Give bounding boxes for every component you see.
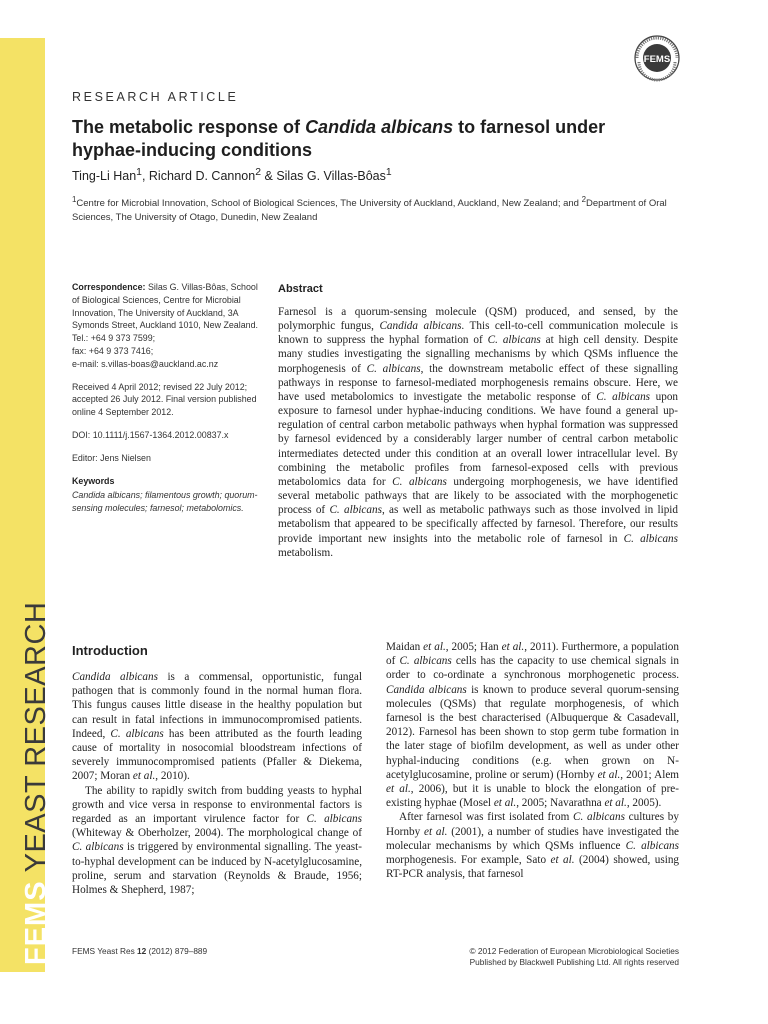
author-affil-mark: 1 (385, 167, 392, 178)
body-text: After farnesol was first isolated from (399, 811, 574, 824)
abstract-species: C. albicans (366, 362, 421, 375)
author-list (72, 167, 392, 183)
fems-seal-logo (633, 34, 681, 82)
body-italic: et al. (386, 783, 411, 796)
abstract-species: C. albicans (596, 390, 651, 403)
body-italic: et al. (604, 797, 627, 810)
body-italic: et al. (424, 825, 448, 838)
body-text: , 2010). (155, 770, 190, 783)
keywords-heading: Keywords (72, 475, 115, 486)
body-paragraph (72, 670, 362, 784)
article-title (72, 116, 672, 162)
body-paragraph (386, 640, 679, 810)
abstract-part: Farnesol is a quorum-sensing molecule (QSM) produced, and sensed, by the polymorphic fungus, (278, 306, 678, 333)
correspondence-text: Silas G. Villas-Bôas, School of Biological Sciences, Centre for Microbial Innovation, The University of Auckland, 3A Symonds Street, Auckland 1010, New Zealand. Tel.: +64 9 373 7599; (72, 282, 258, 344)
body-text: , 2005; Navarathna (516, 797, 605, 810)
keywords-label (72, 475, 262, 488)
keywords-text (72, 489, 262, 515)
author (276, 169, 391, 183)
body-text: , 2011). Furthermore, a population of (386, 641, 679, 668)
abstract-part: , the downstream metabolic effect of these signalling pathways in response to farnesol-mediated morphogenesis remains obscure. Here, we have used metabolomics to investigate the metabolic response of (278, 362, 678, 403)
title-part: The metabolic response of (72, 117, 306, 137)
editor: Editor: Jens Nielsen (72, 452, 151, 463)
body-text: The ability to rapidly switch from budding yeasts to hyphal growth and vice versa in response to environmental factors is regarded as an important virulence factor for (72, 784, 362, 826)
author-separator: & (261, 169, 277, 184)
author-name: Ting-Li Han (72, 169, 137, 184)
correspondence-fax: fax: +64 9 373 7416; (72, 345, 154, 356)
body-text: morphogenesis. For example, Sato (386, 854, 551, 867)
title-species: Candida albicans (305, 117, 454, 137)
body-italic: C. albicans (306, 813, 362, 826)
body-paragraph (72, 784, 362, 898)
abstract-part: , as well as metabolic pathways such as those involved in lipid metabolism that appeared to be specifically affected by farnesol. Therefore, our results provide important new insights into the metabolic role of farnesol in (278, 504, 679, 545)
body-italic: Candida albicans (386, 683, 467, 696)
body-italic: et al. (501, 641, 525, 653)
abstract-part: upon exposure to farnesol under hyphae-inducing conditions. We have found a general up-regulation of central carbon metabolic pathways when hyphal formation was suppressed by farnesol evidenced by a considerably larger number of central carbon metabolic intermediates detected under this condition at an overall lower intracellular level. By combining the metabolic profiles from farnesol-exposed cells with previous metabolomics data for (278, 390, 679, 488)
body-italic: et al. (493, 797, 517, 810)
copyright-line: © 2012 Federation of European Microbiological Societies (469, 946, 679, 956)
footer-pages: (2012) 879–889 (146, 946, 208, 956)
abstract-species: C. albicans (392, 475, 447, 488)
author-separator: , (141, 169, 149, 184)
author-affil-mark: 1 (136, 167, 142, 178)
body-column-left (72, 670, 362, 897)
correspondence-label: Correspondence: (72, 282, 146, 292)
journal-brand: FEMS (20, 880, 52, 965)
abstract-part: . This cell-to-cell communication molecule is known to suppress the hyphal formation of (278, 320, 678, 347)
footer-journal: FEMS Yeast Res (72, 946, 138, 956)
author-name: Silas G. Villas-Bôas (276, 169, 386, 184)
body-text: , 2005; Han (445, 641, 502, 653)
body-italic: C. albicans (573, 811, 625, 824)
body-text: is a commensal, opportunistic, fungal pathogen that is commonly found in the normal human flora. This fungus causes little disease in the healthy population but can result in fatal infections in immunocompromised patients. Indeed, (72, 671, 363, 740)
abstract-part: at high cell density. Despite many studies investigating the signalling mechanisms by which QSMs influence the morphogenesis of (278, 334, 679, 375)
body-text: has been attributed as the fourth leading cause of mortality in nosocomial bloodstream infections of severely immunocompromised patients (Pfaller & Diekema, 2007; Moran (72, 727, 362, 783)
body-text: (2004) showed, using RT-PCR analysis, that farnesol (386, 854, 680, 881)
seal-brand-text: FEMS (643, 54, 671, 65)
body-text: is triggered by environmental signalling. The yeast-to-hyphal development can be induced by N-acetylglucosamine, proline, serum and starvation (Reynolds & Braude, 1956; Holmes & Shepherd, 1987; (72, 841, 362, 897)
affil-mark: 2 (581, 195, 586, 204)
body-italic: et al. (597, 768, 621, 781)
body-text: Maidan (386, 641, 424, 653)
body-text: is known to produce several quorum-sensing molecules (QSMs) that regulate morphogenesis, of which farnesol is the best characterised (Albuquerque & Casadevall, 2012). Farnesol has been shown to stop germ tube formation in the later stage of biofilm development, as well as under other hyphal-inducing conditions (e.g. when grown on N-acetylglucosamine, proline or serum) (Hornby (386, 683, 680, 781)
abstract-heading: Abstract (278, 283, 323, 295)
author (72, 169, 149, 183)
body-italic: C. albicans (399, 655, 452, 668)
article-metadata (72, 281, 262, 525)
body-text: , 2006), but it is unable to block the elongation of pre-existing hyphae (Mosel (386, 783, 679, 810)
affiliation-1: Centre for Microbial Innovation, School of Biological Sciences, The University of Auckland, Auckland, New Zealand; and (76, 198, 582, 210)
body-italic: et al. (423, 641, 446, 653)
correspondence (72, 281, 262, 371)
title-part: to farnesol under hyphae-inducing conditions (72, 117, 606, 160)
correspondence-email: e-mail: s.villas-boas@auckland.ac.nz (72, 358, 219, 369)
article-type-label: RESEARCH ARTICLE (72, 90, 239, 104)
publisher-line: Published by Blackwell Publishing Ltd. All rights reserved (469, 957, 679, 967)
body-text: , 2005). (626, 797, 662, 810)
body-text: , 2001; Alem (620, 768, 679, 781)
body-italic: Candida albicans (72, 671, 158, 683)
abstract-species: C. albicans (487, 334, 541, 347)
abstract-species: Candida albicans (379, 320, 462, 333)
body-italic: C. albicans (625, 839, 679, 852)
footer-citation (72, 946, 207, 956)
abstract-part: undergoing morphogenesis, we have identified several metabolic pathways that are likely to be associated with the morphogenetic process of (278, 475, 678, 517)
author-name: Richard D. Cannon (148, 169, 256, 184)
doi: DOI: 10.1111/j.1567-1364.2012.00837.x (72, 429, 229, 440)
body-text: (Whiteway & Oberholzer, 2004). The morphological change of (72, 827, 362, 840)
body-column-right (386, 640, 679, 881)
abstract-species: C. albicans (623, 532, 678, 545)
abstract-part: metabolism. (278, 546, 333, 559)
body-italic: et al. (550, 854, 575, 867)
body-text: (2001), a number of studies have investigated the molecular mechanisms by which QSMs influence (386, 825, 680, 852)
body-italic: C. albicans (110, 727, 164, 740)
affiliation-2: Department of Oral Sciences, The University of Otago, Dunedin, New Zealand (72, 198, 667, 224)
affiliations (72, 193, 682, 225)
journal-sidebar-title (22, 602, 51, 965)
abstract-text (278, 305, 678, 560)
body-italic: et al. (132, 770, 156, 783)
author-affil-mark: 2 (255, 167, 262, 178)
footer-copyright (450, 946, 679, 968)
body-text: cultures by Hornby (386, 811, 679, 838)
keywords-list: Candida albicans; filamentous growth; quorum-sensing molecules; farnesol; metabolomics. (72, 490, 258, 514)
affil-mark: 1 (72, 195, 77, 204)
author (149, 169, 276, 183)
introduction-heading: Introduction (72, 643, 148, 658)
abstract-species: C. albicans (329, 504, 382, 517)
body-text: cells has the capacity to use chemical signals in order to co-ordinate a synchronous morphogenetic process. (386, 655, 679, 682)
footer-volume: 12 (137, 946, 147, 956)
body-italic: C. albicans (72, 841, 124, 854)
history: Received 4 April 2012; revised 22 July 2012; accepted 26 July 2012. Final version published online 4 September 2012. (72, 381, 257, 418)
body-paragraph (386, 810, 679, 881)
journal-name: YEAST RESEARCH (20, 601, 52, 873)
